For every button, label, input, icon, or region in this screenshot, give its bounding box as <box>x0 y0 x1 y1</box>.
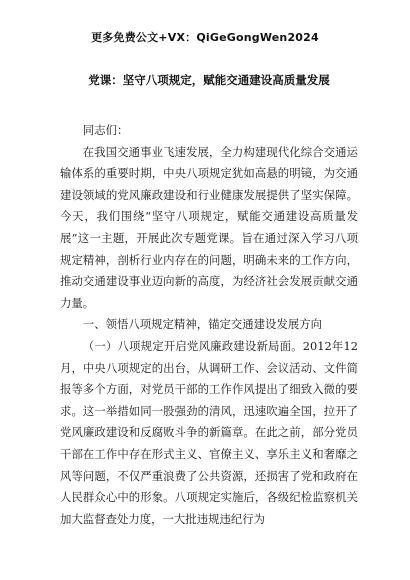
salutation: 同志们： <box>82 123 129 137</box>
watermark-header: 更多免费公文+VX：QiGeGongWen2024 <box>91 31 319 44</box>
paragraph-intro: 在我国交通事业飞速发展，全力构建现代化综合交通运输体系的重要时期，中央八项规定犹如高悬的明镜，为交通建设领域的党风廉政建设和行业健康发展提供了坚实保障。今天，我们围绕“坚守八项规定，赋能交通建设高质量发展”这一主题，开展此次专题党课。旨在通过深入学习八项规定精神，剖析行业内存在的问题，明确未来的工作方向，推动交通建设事业迈向新的高度，为经济社会发展贡献交通力量。 <box>60 144 358 310</box>
paragraph-subsection-1: （一）八项规定开启党风廉政建设新局面。2012年12月，中央八项规定的出台，从调研工作、会议活动、文件简报等多个方面，对党员干部的工作作风提出了细致入微的要求。这一举措如同一股强劲的清风，迅速吹遍全国，拉开了党风廉政建设和反腐败斗争的新篇章。在此之前，部分党员干部在工作中存在形式主义、官僚主义、享乐主义和奢靡之风等问题，不仅严重浪费了公共资源，还损害了党和政府在人民群众心中的形象。八项规定实施后，各级纪检监察机关加大监督查处力度，一大批违规违纪行为 <box>60 338 358 526</box>
document-title: 党课：坚守八项规定，赋能交通建设高质量发展 <box>88 73 330 87</box>
document-body <box>60 120 358 530</box>
section-heading: 一、领悟八项规定精神，锚定交通建设发展方向 <box>82 317 323 332</box>
